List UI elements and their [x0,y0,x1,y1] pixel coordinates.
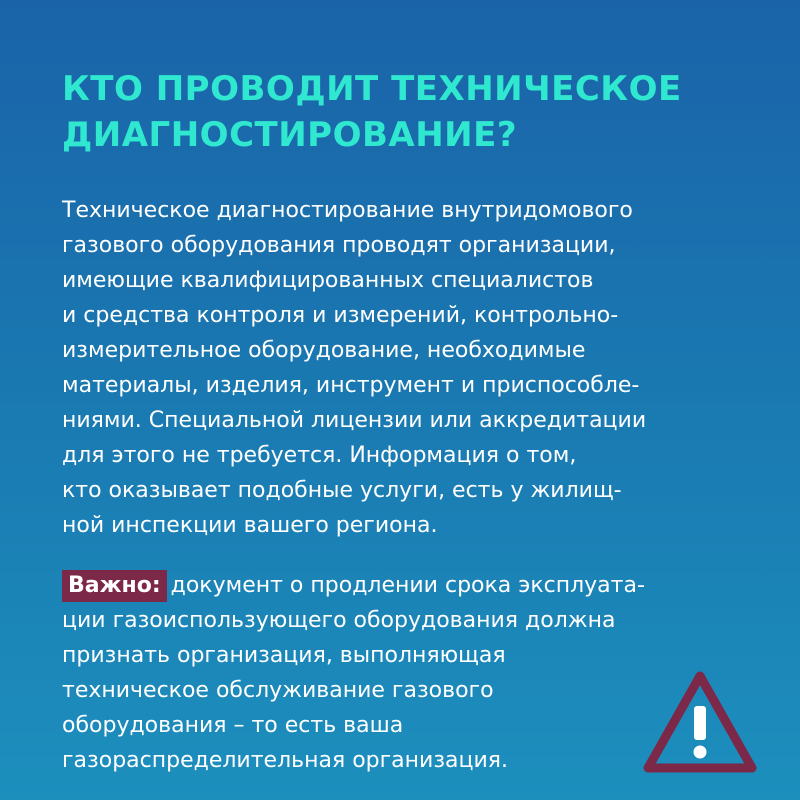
body-line: ной инспекции вашего региона. [62,513,438,538]
body-line: для этого не требуется. Информация о том, [62,443,577,468]
note-line: ции газоиспользующего оборудования должна [62,608,616,633]
body-line: измерительное оборудование, необходимые [62,338,586,363]
body-line: ниями. Специальной лицензии или аккредитации [62,408,647,433]
body-line: материалы, изделия, инструмент и приспособле- [62,373,640,398]
warning-triangle-graphic [640,668,760,776]
body-line: газового оборудования проводят организации, [62,233,616,258]
page-title [62,66,762,158]
body-line: и средства контроля и измерений, контрольно- [62,303,619,328]
title-line: КТО ПРОВОДИТ ТЕХНИЧЕСКОЕ [62,69,682,109]
note-first-line [62,568,782,603]
title-line: ДИАГНОСТИРОВАНИЕ? [62,115,518,155]
note-line: техническое обслуживание газового [62,678,494,703]
important-badge: Важно: [62,570,167,602]
note-line: документ о продлении срока эксплуата- [170,573,645,598]
note-line: оборудования – то есть ваша [62,713,404,738]
body-line: имеющие квалифицированных специалистов [62,268,594,293]
note-line: газораспределительная организация. [62,748,509,773]
body-line: Техническое диагностирование внутридомового [62,198,633,223]
body-paragraph [62,193,762,543]
body-line: кто оказывает подобные услуги, есть у жилищ- [62,478,622,503]
warning-triangle-icon [640,668,760,776]
note-line: признать организация, выполняющая [62,643,506,668]
